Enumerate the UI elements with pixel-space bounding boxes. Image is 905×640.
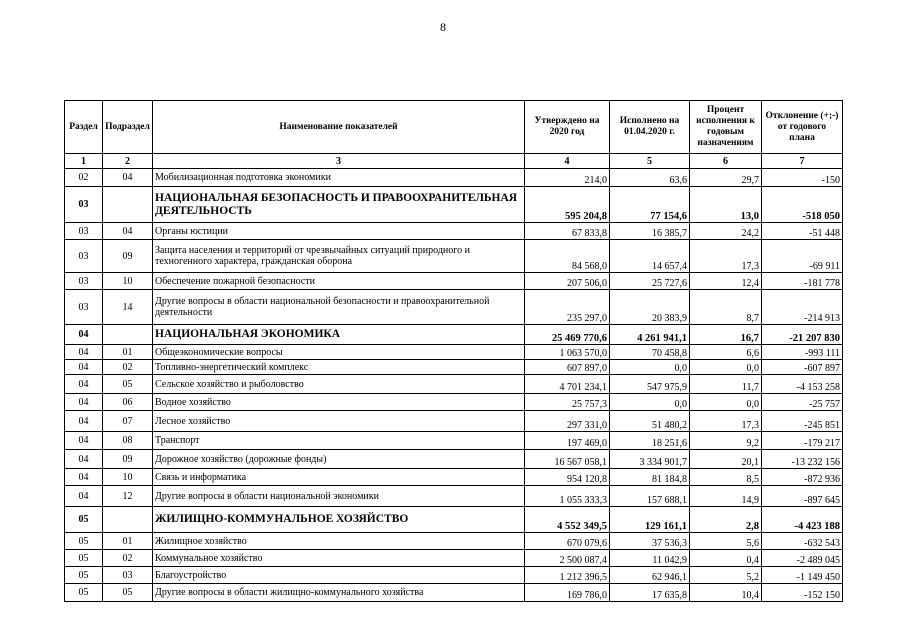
cell-executed: 62 946,1: [610, 567, 690, 584]
cell-percent: 13,0: [690, 187, 762, 223]
cell-deviation: -2 489 045: [762, 550, 843, 567]
column-index-row: [65, 154, 843, 169]
table-row-section-total: [65, 325, 843, 345]
cell-executed: 11 042,9: [610, 550, 690, 567]
cell-percent: 5,2: [690, 567, 762, 584]
cell-percent: 0,0: [690, 360, 762, 375]
cell-deviation: -245 851: [762, 411, 843, 432]
table-row: [65, 411, 843, 432]
cell-approved: 169 786,0: [525, 584, 610, 602]
cell-name: ЖИЛИЩНО-КОММУНАЛЬНОЕ ХОЗЯЙСТВО: [153, 507, 525, 533]
cell-executed: 129 161,1: [610, 507, 690, 533]
cell-subsection: 05: [103, 584, 153, 602]
cell-deviation: -214 913: [762, 290, 843, 325]
cell-approved: 25 757,3: [525, 394, 610, 411]
cell-approved: 595 204,8: [525, 187, 610, 223]
cell-executed: 4 261 941,1: [610, 325, 690, 345]
cell-subsection: [103, 325, 153, 345]
cell-section: 02: [65, 169, 103, 187]
cell-executed: 17 635,8: [610, 584, 690, 602]
column-index: 5: [610, 154, 690, 169]
header-row: [65, 101, 843, 154]
header-approved: Утверждено на 2020 год: [525, 101, 610, 154]
cell-subsection: 03: [103, 567, 153, 584]
cell-name: Другие вопросы в области национальной безопасности и правоохранительной деятельности: [153, 290, 525, 325]
cell-executed: 157 688,1: [610, 486, 690, 507]
cell-executed: 25 727,6: [610, 273, 690, 290]
column-index: 3: [153, 154, 525, 169]
cell-approved: 67 833,8: [525, 223, 610, 240]
cell-approved: 2 500 087,4: [525, 550, 610, 567]
cell-name: Топливно-энергетический комплекс: [153, 360, 525, 375]
cell-subsection: 06: [103, 394, 153, 411]
cell-approved: 235 297,0: [525, 290, 610, 325]
cell-deviation: -632 543: [762, 533, 843, 550]
table-row: [65, 169, 843, 187]
cell-subsection: [103, 187, 153, 223]
cell-percent: 14,9: [690, 486, 762, 507]
column-index: 2: [103, 154, 153, 169]
header-subsection: Подраздел: [103, 101, 153, 154]
cell-name: Благоустройство: [153, 567, 525, 584]
cell-section: 03: [65, 187, 103, 223]
cell-name: НАЦИОНАЛЬНАЯ БЕЗОПАСНОСТЬ И ПРАВООХРАНИТЕЛЬНАЯ ДЕЯТЕЛЬНОСТЬ: [153, 187, 525, 223]
cell-approved: 1 055 333,3: [525, 486, 610, 507]
cell-name: НАЦИОНАЛЬНАЯ ЭКОНОМИКА: [153, 325, 525, 345]
cell-section: 04: [65, 325, 103, 345]
cell-subsection: 14: [103, 290, 153, 325]
cell-name: Коммунальное хозяйство: [153, 550, 525, 567]
cell-deviation: -150: [762, 169, 843, 187]
header-name: Наименование показателей: [153, 101, 525, 154]
cell-approved: 207 506,0: [525, 273, 610, 290]
cell-executed: 37 536,3: [610, 533, 690, 550]
header-section: Раздел: [65, 101, 103, 154]
header-executed: Исполнено на 01.04.2020 г.: [610, 101, 690, 154]
cell-approved: 4 701 234,1: [525, 375, 610, 394]
cell-percent: 10,4: [690, 584, 762, 602]
cell-subsection: 09: [103, 450, 153, 469]
cell-executed: 547 975,9: [610, 375, 690, 394]
cell-name: Обеспечение пожарной безопасности: [153, 273, 525, 290]
cell-percent: 12,4: [690, 273, 762, 290]
cell-approved: 4 552 349,5: [525, 507, 610, 533]
cell-executed: 51 480,2: [610, 411, 690, 432]
cell-approved: 1 063 570,0: [525, 345, 610, 360]
cell-subsection: 02: [103, 360, 153, 375]
cell-subsection: 07: [103, 411, 153, 432]
cell-deviation: -897 645: [762, 486, 843, 507]
header-percent: Процент исполнения к годовым назначениям: [690, 101, 762, 154]
cell-approved: 214,0: [525, 169, 610, 187]
budget-execution-table: [64, 100, 843, 602]
cell-section: 03: [65, 290, 103, 325]
cell-deviation: -993 111: [762, 345, 843, 360]
cell-subsection: 09: [103, 240, 153, 273]
cell-name: Другие вопросы в области жилищно-коммунального хозяйства: [153, 584, 525, 602]
cell-approved: 1 212 396,5: [525, 567, 610, 584]
table-row: [65, 469, 843, 486]
table-row: [65, 345, 843, 360]
cell-approved: 16 567 058,1: [525, 450, 610, 469]
cell-percent: 20,1: [690, 450, 762, 469]
cell-name: Общеэкономические вопросы: [153, 345, 525, 360]
table-row: [65, 550, 843, 567]
cell-section: 04: [65, 345, 103, 360]
table-row: [65, 273, 843, 290]
cell-deviation: -25 757: [762, 394, 843, 411]
cell-name: Дорожное хозяйство (дорожные фонды): [153, 450, 525, 469]
cell-subsection: 08: [103, 432, 153, 450]
cell-name: Органы юстиции: [153, 223, 525, 240]
cell-approved: 197 469,0: [525, 432, 610, 450]
cell-deviation: -51 448: [762, 223, 843, 240]
cell-percent: 17,3: [690, 411, 762, 432]
cell-percent: 9,2: [690, 432, 762, 450]
table-row: [65, 360, 843, 375]
cell-executed: 0,0: [610, 394, 690, 411]
cell-section: 04: [65, 411, 103, 432]
cell-deviation: -607 897: [762, 360, 843, 375]
table-row: [65, 290, 843, 325]
cell-section: 04: [65, 432, 103, 450]
table-row: [65, 450, 843, 469]
cell-percent: 6,6: [690, 345, 762, 360]
cell-deviation: -1 149 450: [762, 567, 843, 584]
cell-approved: 25 469 770,6: [525, 325, 610, 345]
table-row: [65, 533, 843, 550]
cell-percent: 29,7: [690, 169, 762, 187]
cell-percent: 17,3: [690, 240, 762, 273]
cell-section: 04: [65, 360, 103, 375]
cell-section: 04: [65, 394, 103, 411]
table-body: [65, 169, 843, 602]
column-index: 7: [762, 154, 843, 169]
cell-section: 05: [65, 567, 103, 584]
cell-deviation: -181 778: [762, 273, 843, 290]
table-row: [65, 432, 843, 450]
cell-section: 04: [65, 469, 103, 486]
cell-name: Лесное хозяйство: [153, 411, 525, 432]
column-index: 6: [690, 154, 762, 169]
cell-subsection: 02: [103, 550, 153, 567]
cell-subsection: 01: [103, 345, 153, 360]
table-row: [65, 375, 843, 394]
cell-section: 04: [65, 486, 103, 507]
cell-approved: 84 568,0: [525, 240, 610, 273]
table-row: [65, 240, 843, 273]
cell-subsection: 12: [103, 486, 153, 507]
column-index: 1: [65, 154, 103, 169]
cell-subsection: 10: [103, 469, 153, 486]
table-row-section-total: [65, 507, 843, 533]
table-row: [65, 394, 843, 411]
table-row: [65, 486, 843, 507]
cell-name: Транспорт: [153, 432, 525, 450]
cell-subsection: [103, 507, 153, 533]
cell-name: Водное хозяйство: [153, 394, 525, 411]
cell-name: Жилищное хозяйство: [153, 533, 525, 550]
cell-name: Другие вопросы в области национальной экономики: [153, 486, 525, 507]
cell-percent: 5,6: [690, 533, 762, 550]
cell-section: 04: [65, 375, 103, 394]
cell-executed: 18 251,6: [610, 432, 690, 450]
cell-percent: 8,7: [690, 290, 762, 325]
table-row: [65, 567, 843, 584]
cell-percent: 8,5: [690, 469, 762, 486]
cell-percent: 24,2: [690, 223, 762, 240]
cell-name: Сельское хозяйство и рыболовство: [153, 375, 525, 394]
cell-section: 03: [65, 273, 103, 290]
cell-section: 03: [65, 223, 103, 240]
cell-executed: 20 383,9: [610, 290, 690, 325]
cell-subsection: 04: [103, 169, 153, 187]
cell-subsection: 05: [103, 375, 153, 394]
header-deviation: Отклонение (+;-) от годового плана: [762, 101, 843, 154]
cell-percent: 0,4: [690, 550, 762, 567]
table-row: [65, 223, 843, 240]
cell-section: 05: [65, 507, 103, 533]
cell-section: 03: [65, 240, 103, 273]
cell-section: 05: [65, 584, 103, 602]
table-row-section-total: [65, 187, 843, 223]
cell-executed: 81 184,8: [610, 469, 690, 486]
cell-deviation: -21 207 830: [762, 325, 843, 345]
cell-deviation: -69 911: [762, 240, 843, 273]
cell-executed: 70 458,8: [610, 345, 690, 360]
cell-deviation: -13 232 156: [762, 450, 843, 469]
cell-deviation: -518 050: [762, 187, 843, 223]
cell-section: 05: [65, 550, 103, 567]
cell-deviation: -152 150: [762, 584, 843, 602]
cell-subsection: 01: [103, 533, 153, 550]
page-number: 8: [440, 20, 446, 34]
cell-name: Связь и информатика: [153, 469, 525, 486]
table-row: [65, 584, 843, 602]
cell-percent: 11,7: [690, 375, 762, 394]
cell-name: Мобилизационная подготовка экономики: [153, 169, 525, 187]
cell-percent: 16,7: [690, 325, 762, 345]
cell-executed: 63,6: [610, 169, 690, 187]
cell-executed: 77 154,6: [610, 187, 690, 223]
cell-executed: 14 657,4: [610, 240, 690, 273]
cell-deviation: -4 423 188: [762, 507, 843, 533]
cell-subsection: 04: [103, 223, 153, 240]
cell-approved: 954 120,8: [525, 469, 610, 486]
cell-percent: 0,0: [690, 394, 762, 411]
cell-name: Защита населения и территорий от чрезвычайных ситуаций природного и техногенного характера, гражданская оборона: [153, 240, 525, 273]
cell-section: 04: [65, 450, 103, 469]
column-index: 4: [525, 154, 610, 169]
cell-approved: 297 331,0: [525, 411, 610, 432]
cell-executed: 16 385,7: [610, 223, 690, 240]
cell-executed: 0,0: [610, 360, 690, 375]
cell-section: 05: [65, 533, 103, 550]
cell-executed: 3 334 901,7: [610, 450, 690, 469]
cell-approved: 607 897,0: [525, 360, 610, 375]
cell-deviation: -4 153 258: [762, 375, 843, 394]
cell-subsection: 10: [103, 273, 153, 290]
cell-deviation: -179 217: [762, 432, 843, 450]
cell-percent: 2,8: [690, 507, 762, 533]
cell-deviation: -872 936: [762, 469, 843, 486]
cell-approved: 670 079,6: [525, 533, 610, 550]
